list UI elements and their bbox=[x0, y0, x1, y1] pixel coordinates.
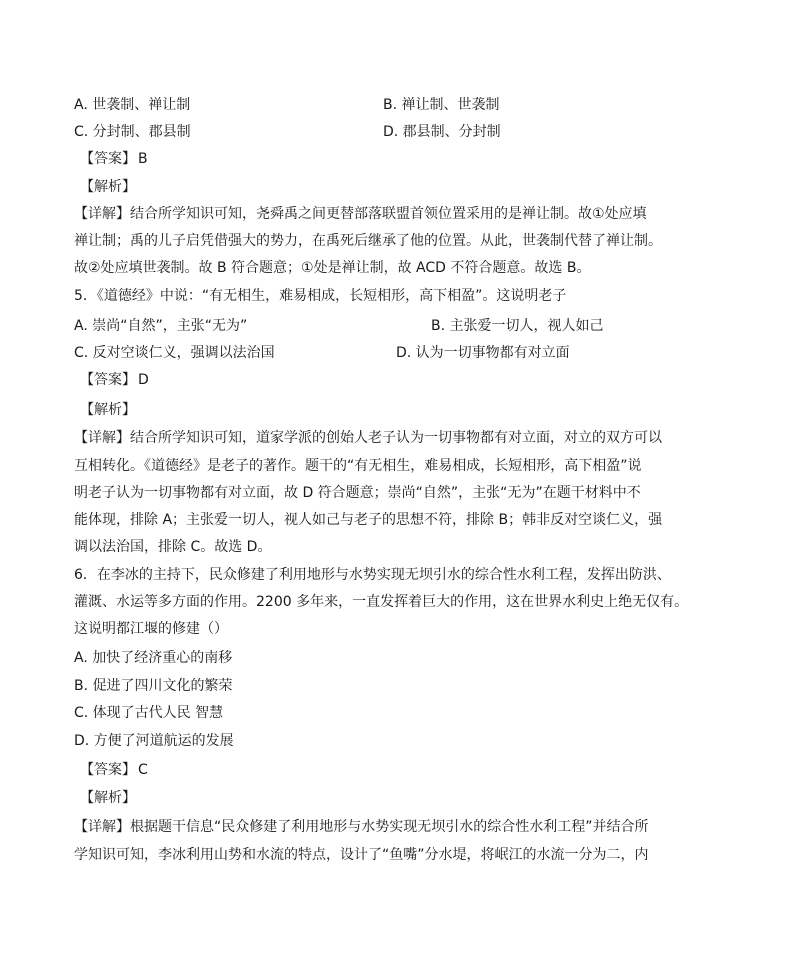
q4-option-b: B. 禅让制、世袭制 bbox=[383, 97, 500, 113]
q5-answer-label: 【答案】 bbox=[80, 372, 136, 388]
q5-option-d: D. 认为一切事物都有对立面 bbox=[396, 345, 570, 361]
q4-option-d: D. 郡县制、分封制 bbox=[383, 124, 501, 140]
q5-detail-line: 【详解】结合所学知识可知，道家学派的创始人老子认为一切事物都有对立面，对立的双方可以 bbox=[74, 430, 662, 446]
q5-detail-line: 能体现，排除 A；主张爱一切人，视人如己与老子的思想不符，排除 B；韩非反对空谈仁义，强 bbox=[74, 512, 663, 528]
q4-analysis-label: 【解析】 bbox=[80, 179, 136, 195]
q5-detail-line: 调以法治国，排除 C。故选 D。 bbox=[74, 539, 272, 555]
q6-option-b: B. 促进了四川文化的繁荣 bbox=[74, 678, 233, 694]
q6-answer-value: C bbox=[138, 762, 148, 778]
q6-option-a: A. 加快了经济重心的南移 bbox=[74, 650, 233, 666]
q6-answer bbox=[80, 760, 148, 780]
q5-answer-value: D bbox=[138, 372, 149, 388]
q6-stem-line: 灌溉、水运等多方面的作用。2200 多年来，一直发挥着巨大的作用，这在世界水利史上绝无仅有。 bbox=[74, 594, 689, 610]
q5-answer bbox=[80, 370, 149, 390]
q5-option-a: A. 崇尚“自然”，主张“无为” bbox=[74, 318, 248, 334]
q5-detail-line: 明老子认为一切事物都有对立面，故 D 符合题意；崇尚“自然”，主张“无为”在题干材料中不 bbox=[74, 485, 641, 501]
q4-answer-label: 【答案】 bbox=[80, 151, 136, 167]
q4-detail-line: 禅让制；禹的儿子启凭借强大的势力，在禹死后继承了他的位置。从此，世袭制代替了禅让制。 bbox=[74, 233, 662, 249]
q4-option-c: C. 分封制、郡县制 bbox=[74, 124, 191, 140]
q6-option-d: D. 方便了河道航运的发展 bbox=[74, 733, 234, 749]
q4-option-a: A. 世袭制、禅让制 bbox=[74, 97, 191, 113]
q6-stem-line: 6．在李冰的主持下，民众修建了利用地形与水势实现无坝引水的综合性水利工程，发挥出防洪、 bbox=[74, 567, 671, 583]
q5-option-b: B. 主张爱一切人，视人如己 bbox=[431, 318, 604, 334]
q6-detail-line: 学知识可知，李冰利用山势和水流的特点，设计了“鱼嘴”分水堤，将岷江的水流一分为二，内 bbox=[74, 847, 649, 863]
q5-detail-line: 互相转化。《道德经》是老子的著作。题干的“有无相生，难易相成，长短相形，高下相盈”说 bbox=[74, 458, 642, 474]
q4-answer-value: B bbox=[138, 151, 148, 167]
q6-stem-line: 这说明都江堰的修建（） bbox=[74, 621, 228, 637]
q5-analysis-label: 【解析】 bbox=[80, 402, 136, 418]
q4-answer bbox=[80, 149, 148, 169]
q5-option-c: C. 反对空谈仁义，强调以法治国 bbox=[74, 345, 275, 361]
q6-analysis-label: 【解析】 bbox=[80, 790, 136, 806]
q6-answer-label: 【答案】 bbox=[80, 762, 136, 778]
q4-detail-line: 【详解】结合所学知识可知，尧舜禹之间更替部落联盟首领位置采用的是禅让制。故①处应填 bbox=[74, 206, 647, 222]
q4-detail-line: 故②处应填世袭制。故 B 符合题意；①处是禅让制，故 ACD 不符合题意。故选 B。 bbox=[74, 260, 591, 276]
q5-stem: 5．《道德经》中说：“有无相生，难易相成，长短相形，高下相盈”。这说明老子 bbox=[74, 288, 567, 304]
q6-detail-line: 【详解】根据题干信息“民众修建了利用地形与水势实现无坝引水的综合性水利工程”并结合所 bbox=[74, 819, 649, 835]
q6-option-c: C. 体现了古代人民 智慧 bbox=[74, 705, 224, 721]
